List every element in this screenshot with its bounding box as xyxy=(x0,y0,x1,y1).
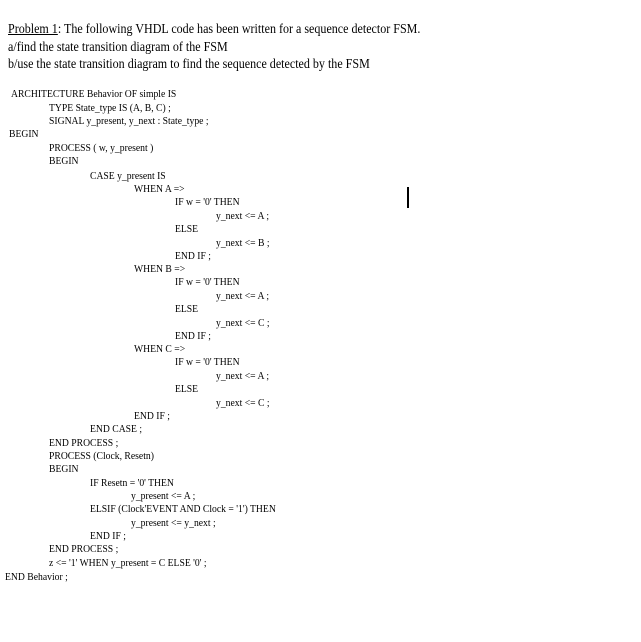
code-line: END IF ; xyxy=(134,411,170,422)
code-line: END PROCESS ; xyxy=(49,544,119,555)
problem-statement xyxy=(8,22,420,38)
code-line: WHEN A => xyxy=(134,184,185,195)
code-line: IF Resetn = '0' THEN xyxy=(90,478,174,489)
code-line: WHEN C => xyxy=(134,344,186,355)
code-line: WHEN B => xyxy=(134,264,186,275)
code-line: ELSE xyxy=(175,384,199,395)
code-line: y_next <= A ; xyxy=(216,211,270,222)
code-line: z <= '1' WHEN y_present = C ELSE '0' ; xyxy=(49,558,207,569)
code-line: PROCESS ( w, y_present ) xyxy=(49,143,154,154)
code-line: ELSE xyxy=(175,224,199,235)
problem-text: : The following VHDL code has been written for a sequence detector FSM. xyxy=(57,22,421,37)
code-line: y_present <= y_next ; xyxy=(131,518,216,529)
code-line: SIGNAL y_present, y_next : State_type ; xyxy=(49,116,209,127)
code-line: PROCESS (Clock, Resetn) xyxy=(49,451,154,462)
code-line: END PROCESS ; xyxy=(49,438,119,449)
code-line: END IF ; xyxy=(175,251,211,262)
code-line: TYPE State_type IS (A, B, C) ; xyxy=(49,103,171,114)
part-b-text: b/use the state transition diagram to find the sequence detected by the FSM xyxy=(8,57,370,72)
code-line: y_next <= B ; xyxy=(216,238,270,249)
code-line: ELSIF (Clock'EVENT AND Clock = '1') THEN xyxy=(90,504,276,515)
problem-label: Problem 1 xyxy=(8,22,58,37)
part-a-text: a/find the state transition diagram of the FSM xyxy=(8,40,228,55)
code-line: y_next <= C ; xyxy=(216,398,270,409)
code-line: IF w = '0' THEN xyxy=(175,357,240,368)
code-line: IF w = '0' THEN xyxy=(175,277,240,288)
code-line: BEGIN xyxy=(49,156,79,167)
code-line: IF w = '0' THEN xyxy=(175,197,240,208)
code-line: END IF ; xyxy=(90,531,126,542)
code-line: END Behavior ; xyxy=(5,572,68,583)
code-line: BEGIN xyxy=(9,129,39,140)
code-line: ARCHITECTURE Behavior OF simple IS xyxy=(11,89,177,100)
text-cursor xyxy=(407,187,409,208)
code-line: y_next <= A ; xyxy=(216,291,270,302)
code-line: y_present <= A ; xyxy=(131,491,196,502)
code-line: END CASE ; xyxy=(90,424,143,435)
code-line: ELSE xyxy=(175,304,199,315)
code-line: END IF ; xyxy=(175,331,211,342)
code-line: y_next <= A ; xyxy=(216,371,270,382)
code-line: y_next <= C ; xyxy=(216,318,270,329)
code-line: BEGIN xyxy=(49,464,79,475)
code-line: CASE y_present IS xyxy=(90,171,166,182)
